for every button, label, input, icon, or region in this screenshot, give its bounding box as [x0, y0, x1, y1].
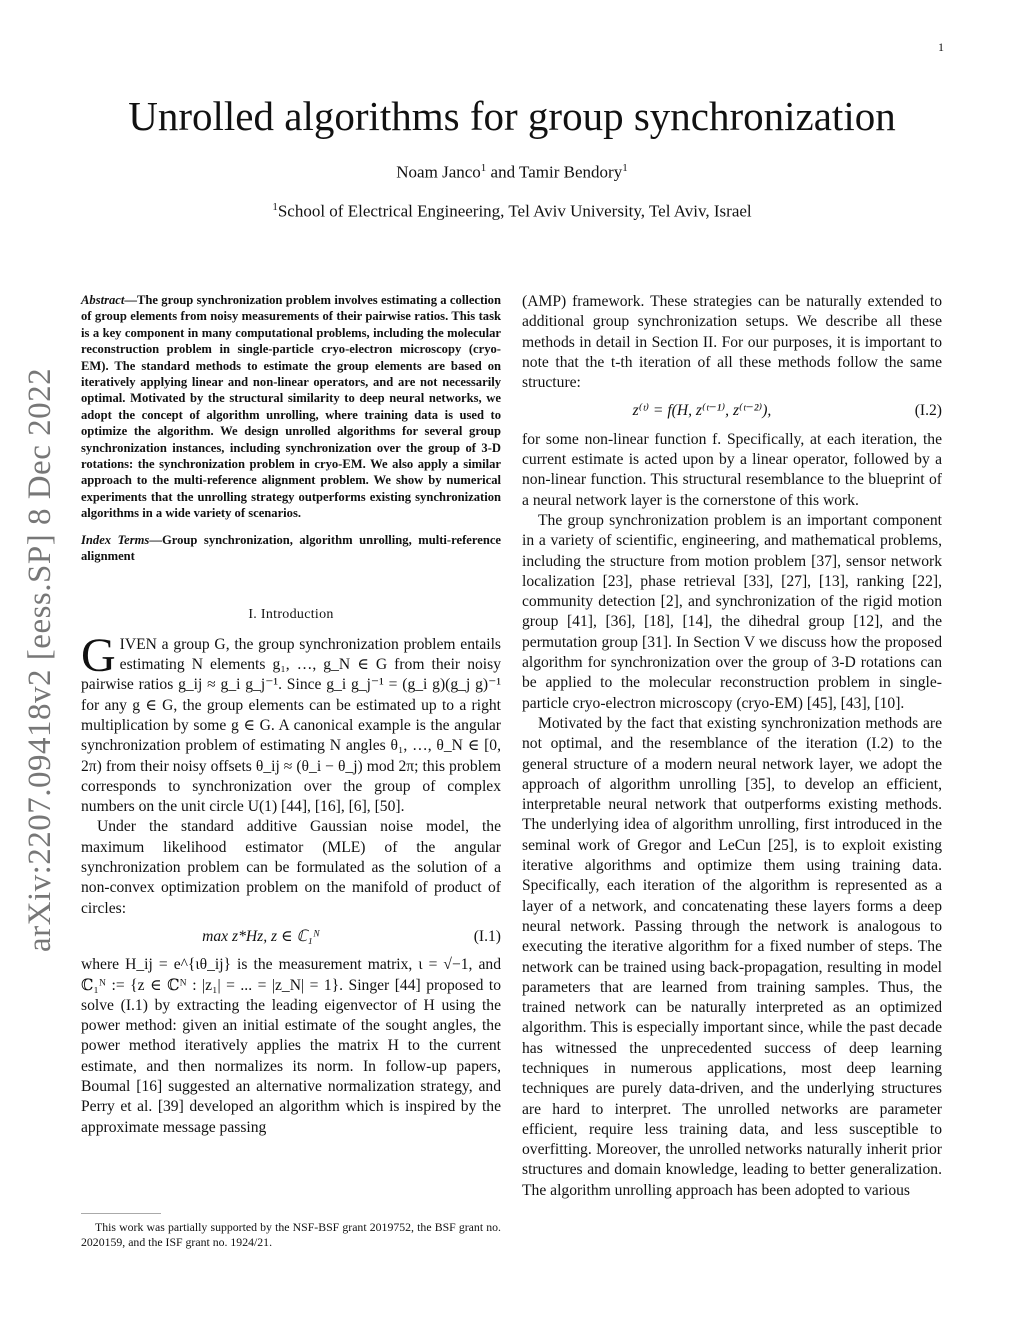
- equation-number: (I.2): [914, 402, 942, 420]
- drop-cap: G: [81, 628, 116, 682]
- paper-title: Unrolled algorithms for group synchronization: [128, 93, 896, 139]
- section-heading: I. Introduction: [248, 606, 334, 622]
- author-affil-mark: 1: [622, 162, 628, 174]
- intro-paragraph: [81, 628, 501, 818]
- footnote: This work was partially supported by the NSF-BSF grant 2019752, the BSF grant no. 2020159, and the ISF grant no. 1924/21.: [81, 1220, 501, 1249]
- affiliation: [0, 201, 1024, 222]
- equation-expression: max z*Hz, z ∈ ℂ₁ᴺ: [202, 927, 320, 945]
- paragraph: where H_ij = e^{ιθ_ij} is the measurement matrix, ι = √−1, and ℂ₁ᴺ := {z ∈ ℂᴺ : |z₁| = ... = |z_N| = 1}. Singer [44] proposed to solve (I.1) by extracting the leading eigenvector of H using the power method: given an initial estimate of the sought angles, the power method iteratively applies the matrix H to the current estimate, and then normalizes its norm. In follow-up papers, Boumal [16] suggested an alternative normalization strategy, and Perry et al. [39] developed an algorithm which is inspired by the approximate message passing: [81, 956, 501, 1136]
- intro-paragraph-text: IVEN a group G, the group synchronization problem entails estimating N elements g₁, …, g_N ∈ G from their noisy pairwise ratios g_ij ≈ g_i g_j⁻¹. Since g_i g_j⁻¹ = (g_i g)(g_j g)⁻¹ for any g ∈ G, the group elements can be estimated up to a right multiplication by some g ∈ G. A canonical example is the angular synchronization problem of estimating N angles θ₁, …, θ_N ∈ [0, 2π) from their noisy offsets θ_ij ≈ (θ_i − θ_j) mod 2π; this problem corresponds to synchronization over the group of complex numbers on the unit circle U(1) [44], [16], [6], [50].: [81, 635, 501, 816]
- footnote-rule: [81, 1213, 161, 1214]
- index-terms: [81, 532, 501, 565]
- page-number: 1: [938, 40, 944, 54]
- author-name: Noam Janco: [396, 162, 481, 182]
- affiliation-text: School of Electrical Engineering, Tel Aviv University, Tel Aviv, Israel: [277, 201, 752, 221]
- index-terms-lead: Index Terms: [81, 532, 150, 547]
- abstract-text: —The group synchronization problem involves estimating a collection of group elements from noisy measurements of their pairwise ratios. This task is a key component in many computational problems, including the molecular reconstruction problem in single-particle cryo-electron microscopy (cryo-EM). The standard methods to estimate the group elements are based on iteratively applying linear and non-linear operators, and are not necessarily optimal. Motivated by the structural similarity to deep neural networks, we adopt the concept of algorithm unrolling, where training data is used to optimize the algorithm. We design unrolled algorithms for several group synchronization instances, including synchronization over the group of 3-D rotations: the synchronization problem in cryo-EM. We also apply a similar approach to the multi-reference alignment problem. We show by numerical experiments that the unrolling strategy outperforms existing synchronization algorithms in a wide variety of scenarios.: [81, 293, 501, 521]
- paragraph: The group synchronization problem is an important component in a variety of scientific, engineering, and mathematical problems, including the structure from motion problem [37], sensor network localization [23], phase retrieval [33], [27], [13], ranking [22], community detection [2], and synchronization of the rigid motion group [41], [36], [18], [14], the dihedral group [12], and the permutation group [31]. In Section V we discuss how the proposed algorithm for synchronization over the group of 3-D rotations can be applied to the molecular reconstruction problem in single-particle cryo-electron microscopy (cryo-EM) [45], [43], [10].: [522, 511, 942, 712]
- affiliation-mark: 1: [272, 201, 278, 213]
- authors: [0, 162, 1024, 183]
- paragraph: (AMP) framework. These strategies can be naturally extended to additional group synchronization setups. We describe all these methods in detail in Section II. For our purposes, it is important to note that the t-th iteration of all these methods follow the same structure:: [522, 293, 942, 392]
- author-name: Tamir Bendory: [519, 162, 623, 182]
- paragraph: for some non-linear function f. Specifically, at each iteration, the current estimate is acted upon by a linear operator, followed by a non-linear function. This structural resemblance to the blueprint of a neural network layer is the cornerstone of this work.: [522, 430, 942, 509]
- right-column: [522, 292, 942, 1201]
- left-column: [81, 292, 501, 1138]
- index-terms-text: —Group synchronization, algorithm unrolling, multi-reference alignment: [81, 532, 501, 564]
- equation-expression: z⁽ᵗ⁾ = f(H, z⁽ᵗ⁻¹⁾, z⁽ᵗ⁻²⁾),: [632, 402, 772, 420]
- author-affil-mark: 1: [480, 162, 487, 174]
- author-connector: and: [486, 162, 520, 182]
- equation-2: [522, 401, 942, 421]
- abstract-lead: Abstract: [81, 293, 125, 307]
- abstract: [81, 292, 501, 522]
- paragraph: Under the standard additive Gaussian noise model, the maximum likelihood estimator (MLE) of the angular synchronization problem can be formulated as the solution of a non-convex optimization problem on the manifold of product of circles:: [81, 818, 501, 917]
- arxiv-stamp: arXiv:2207.09418v2 [eess.SP] 8 Dec 2022: [22, 367, 58, 952]
- equation-number: (I.1): [473, 927, 501, 945]
- paragraph: Motivated by the fact that existing synchronization methods are not optimal, and the resemblance of the iteration (I.2) to the general structure of a modern neural network layer, we adopt the approach of algorithm unrolling [35], to develop an efficient, interpretable neural network that outperforms existing methods. The underlying idea of algorithm unrolling, first introduced in the seminal work of Gregor and LeCun [25], is to exploit existing iterative algorithms and optimize them using training data. Specifically, each iteration of the algorithm is represented as a layer of a network, and concatenating these layers forms a deep neural network. Passing through the network is analogous to executing the iterative algorithm for a fixed number of steps. The network can be trained using back-propagation, resulting in model parameters that are learned from training samples. Thus, the trained network can be naturally interpreted as an optimized algorithm. This is especially important since, while the past decade has witnessed the unprecedented success of deep learning techniques in numerous applications, most deep learning techniques are purely data-driven, and the underlying structures are hard to interpret. The unrolled networks are parameter efficient, require less training data, and less susceptible to overfitting. Moreover, the unrolled networks naturally inherit prior structures and domain knowledge, leading to better generalization. The algorithm unrolling approach has been adopted to various: [522, 714, 942, 1199]
- equation-1: [81, 927, 501, 947]
